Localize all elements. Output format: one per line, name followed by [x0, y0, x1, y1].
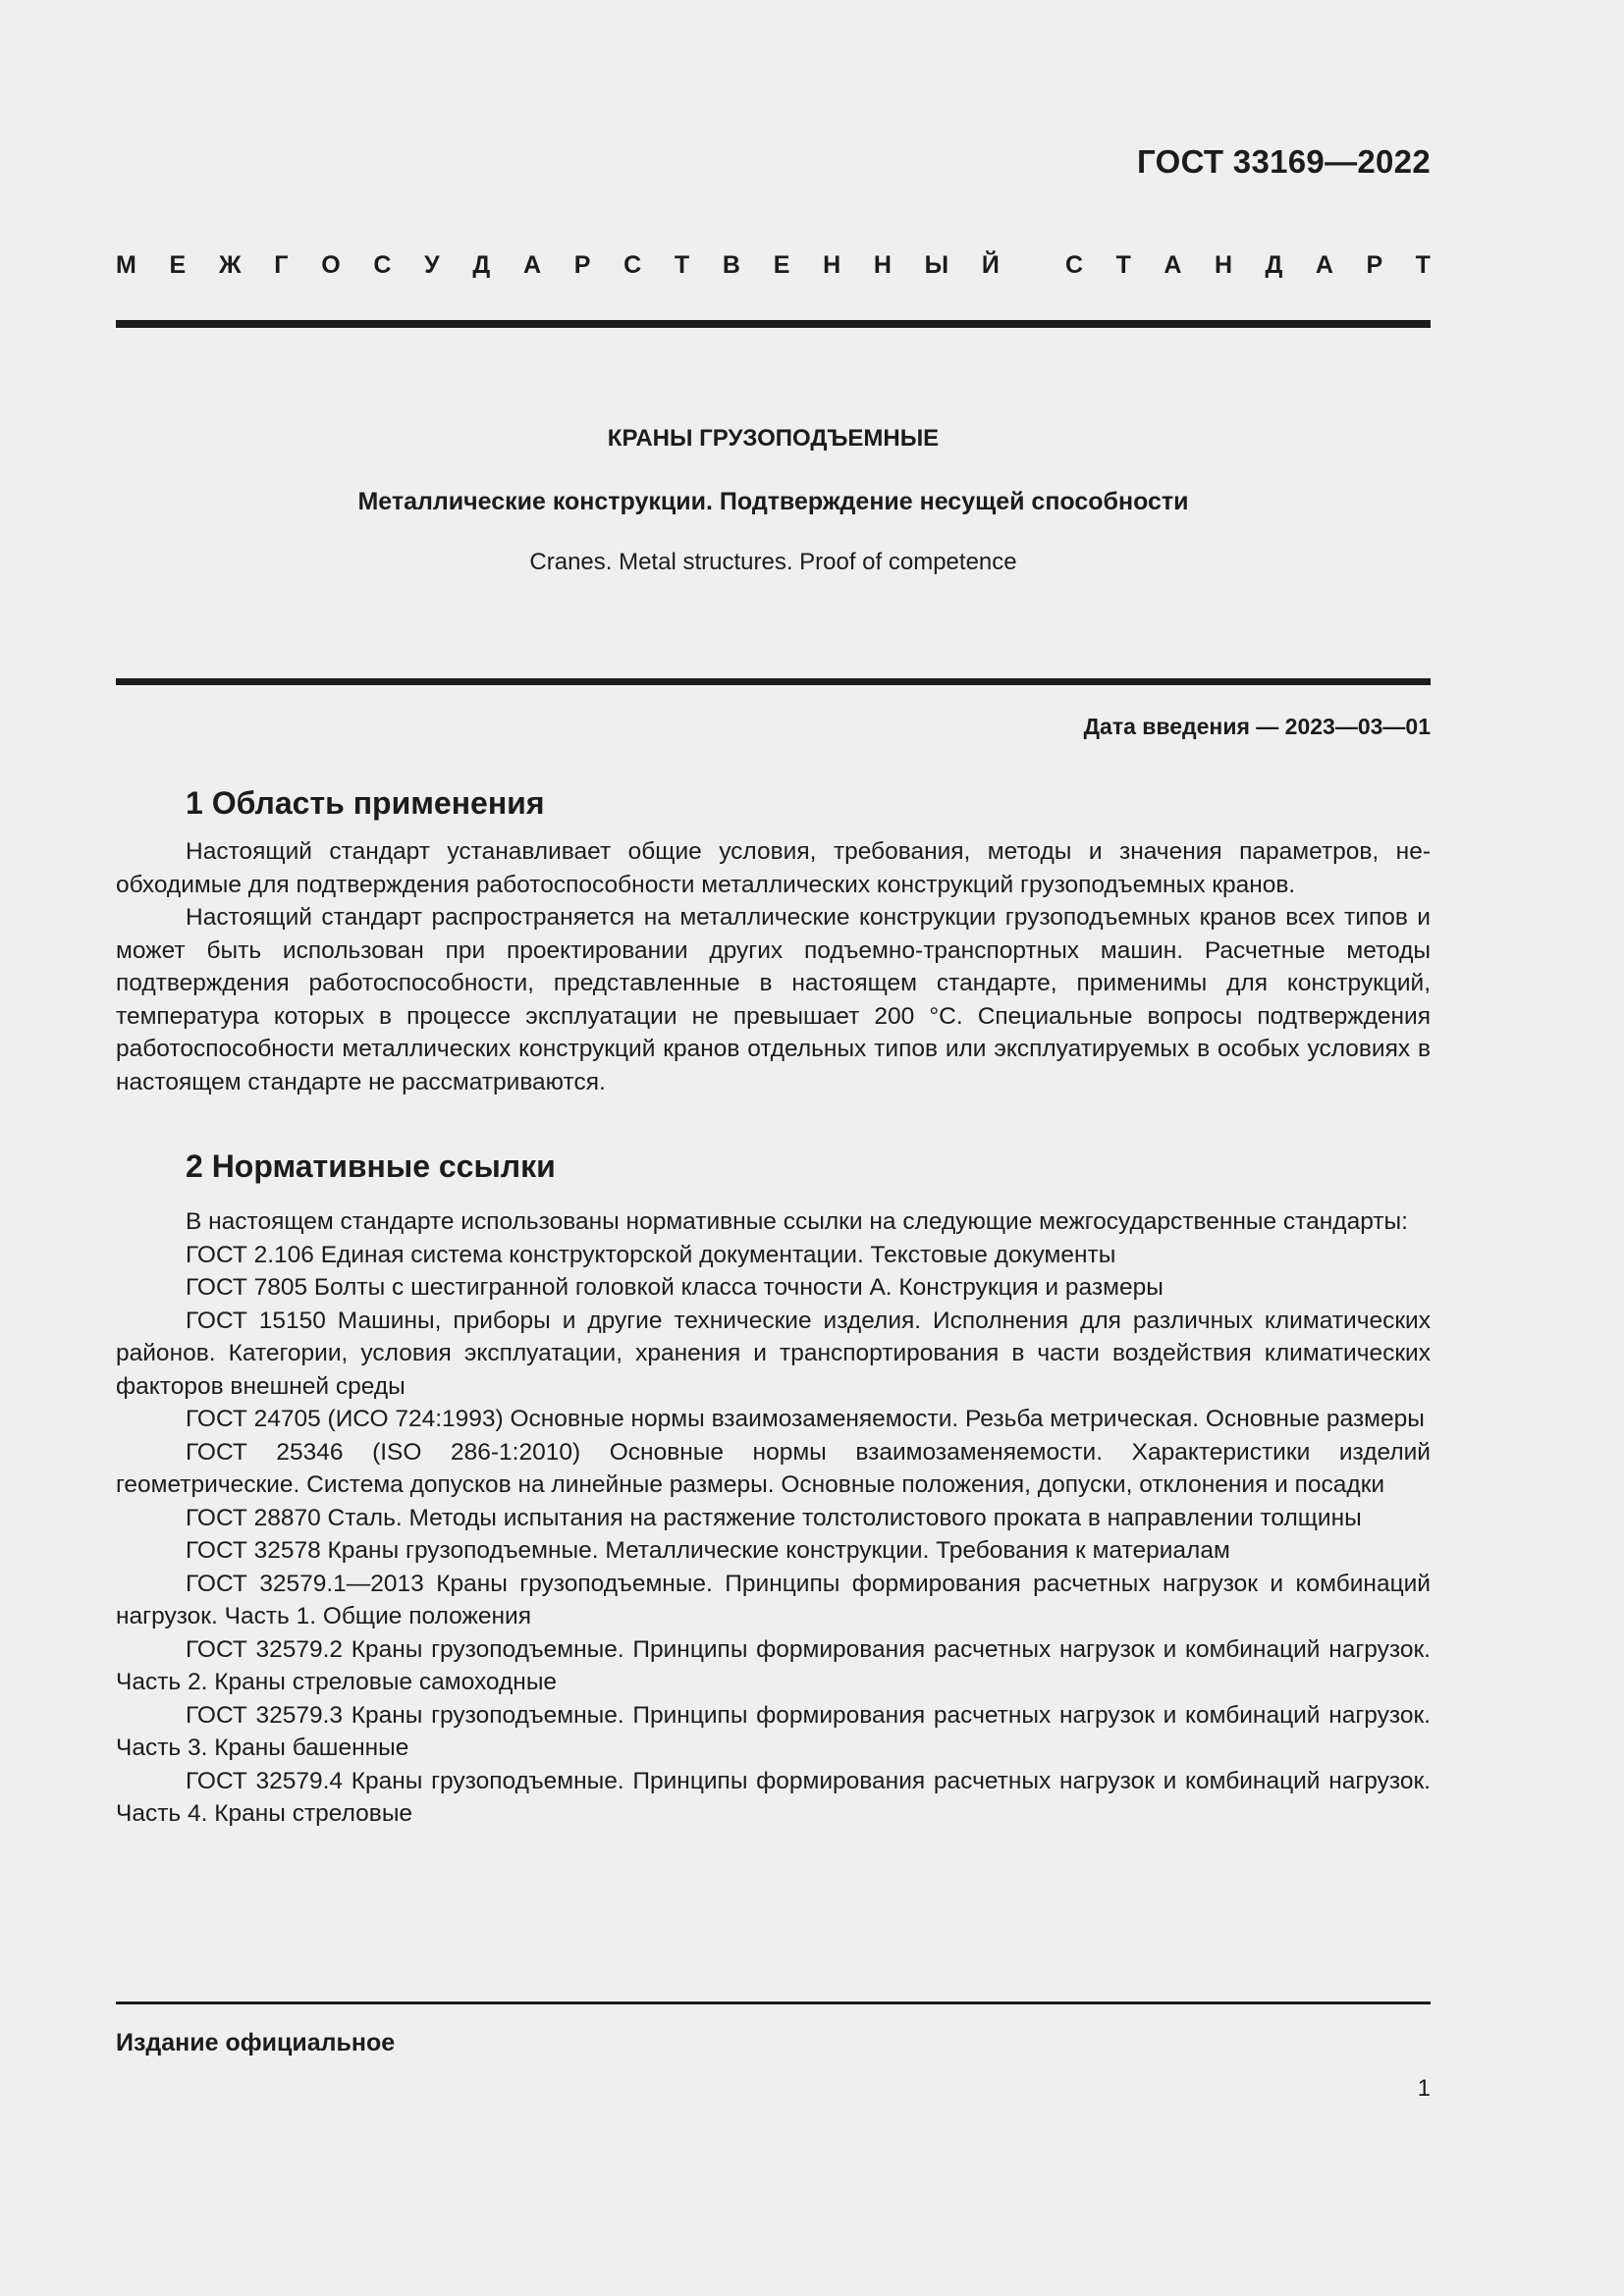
banner-letter: С	[1065, 251, 1084, 279]
banner-letter: Т	[1415, 251, 1431, 279]
banner-letter: А	[1164, 251, 1182, 279]
banner-letter: Н	[823, 251, 841, 279]
standard-type-word-1	[116, 251, 1000, 280]
banner-letter: С	[623, 251, 642, 279]
banner-letter: Т	[1115, 251, 1131, 279]
section-1-paragraph: Настоящий стандарт устанавливает общие условия, требования, методы и значения параметров, необходимые для подтверждения работоспособности металлических конструкций грузоподъемных кранов.	[116, 838, 1431, 898]
normative-reference-item: ГОСТ 2.106 Единая система конструкторской документации. Текстовые документы	[186, 1241, 1116, 1268]
banner-letter: Р	[573, 251, 591, 279]
normative-reference-item: ГОСТ 32578 Краны грузоподъемные. Металлические конструкции. Требования к материалам	[186, 1537, 1230, 1564]
banner-letter: А	[522, 251, 542, 279]
section-2-body	[116, 1205, 1431, 1831]
banner-letter: О	[321, 251, 341, 279]
banner-letter: Ы	[924, 251, 949, 279]
normative-reference-item: ГОСТ 28870 Сталь. Методы испытания на растяжение толстолистового проката в направлении толщины	[186, 1504, 1362, 1531]
section-1-heading: 1 Область применения	[186, 785, 545, 821]
banner-letter: Е	[773, 251, 790, 279]
normative-reference-item: ГОСТ 7805 Болты с шестигранной головкой класса точности А. Конструкция и размеры	[186, 1274, 1164, 1301]
header-divider	[116, 320, 1431, 328]
footer-divider	[116, 2002, 1431, 2004]
normative-reference-item: ГОСТ 25346 (ISO 286-1:2010) Основные нормы взаимозаменяемости. Характеристики изделий геометрические. Система допусков на линейные размеры. Основные положения, допуски, отклонения и посадки	[116, 1438, 1431, 1498]
banner-letter: Д	[1265, 251, 1283, 279]
standard-type-word-2	[1065, 251, 1431, 280]
banner-letter: А	[1315, 251, 1333, 279]
normative-reference-item: ГОСТ 32579.2 Краны грузоподъемные. Принципы формирования расчетных нагрузок и комбинаций нагрузок. Часть 2. Краны стреловые самоходные	[116, 1635, 1431, 1695]
banner-letter: Г	[274, 251, 289, 279]
section-1-body	[116, 835, 1431, 1098]
banner-letter: Р	[1366, 251, 1383, 279]
normative-reference-item: ГОСТ 24705 (ИСО 724:1993) Основные нормы взаимозаменяемости. Резьба метрическая. Основные размеры	[186, 1406, 1425, 1432]
page-number: 1	[1417, 2075, 1431, 2102]
banner-letter: М	[116, 251, 136, 279]
normative-reference-intro: В настоящем стандарте использованы нормативные ссылки на следующие межгосударственные стандарты:	[186, 1208, 1408, 1235]
banner-letter: Й	[981, 251, 1000, 279]
normative-reference-item: ГОСТ 15150 Машины, приборы и другие технические изделия. Исполнения для различных климатических районов. Категории, условия эксплуатации, хранения и транспортирования в части воздействия климатических факторов внешней среды	[116, 1307, 1431, 1400]
banner-letter: Е	[169, 251, 187, 279]
banner-letter: С	[373, 251, 392, 279]
normative-reference-item: ГОСТ 32579.1—2013 Краны грузоподъемные. Принципы формирования расчетных нагрузок и комбинаций нагрузок. Часть 1. Общие положения	[116, 1570, 1431, 1629]
banner-letter: Т	[674, 251, 690, 279]
standard-type-banner	[116, 251, 1431, 280]
normative-reference-item: ГОСТ 32579.4 Краны грузоподъемные. Принципы формирования расчетных нагрузок и комбинаций нагрузок. Часть 4. Краны стреловые	[116, 1767, 1431, 1827]
section-1-paragraph: Настоящий стандарт распространяется на металлические конструкции грузоподъемных кранов всех типов и может быть использован при проектировании других подъемно-транспортных машин. Расчетные методы подтверждения работоспособности, представленные в настоящем стандарте, применимы для конструкций, температура которых в процессе эксплуатации не превышает 200 °С. Специальные вопросы подтверждения работоспособности металлических конструкций кранов отдельных типов или эксплуатируемых в особых условиях в настоящем стандарте не рассматриваются.	[116, 904, 1431, 1095]
introduction-date: Дата введения — 2023—03—01	[1083, 714, 1431, 739]
english-title: Cranes. Metal structures. Proof of competence	[529, 549, 1017, 575]
document-code: ГОСТ 33169—2022	[1137, 143, 1431, 180]
banner-letter: Д	[472, 251, 491, 279]
official-edition-label: Издание официальное	[116, 2029, 396, 2056]
banner-letter: Н	[873, 251, 892, 279]
normative-reference-item: ГОСТ 32579.3 Краны грузоподъемные. Принципы формирования расчетных нагрузок и комбинаций нагрузок. Часть 3. Краны башенные	[116, 1701, 1431, 1761]
section-2-heading: 2 Нормативные ссылки	[186, 1148, 556, 1184]
document-title: КРАНЫ ГРУЗОПОДЪЕМНЫЕ	[607, 425, 940, 452]
banner-letter: У	[424, 251, 440, 279]
banner-letter: В	[722, 251, 740, 279]
title-divider	[116, 678, 1431, 685]
document-subtitle: Металлические конструкции. Подтверждение несущей способности	[357, 488, 1189, 515]
banner-letter: Ж	[218, 251, 242, 279]
banner-letter: Н	[1214, 251, 1233, 279]
